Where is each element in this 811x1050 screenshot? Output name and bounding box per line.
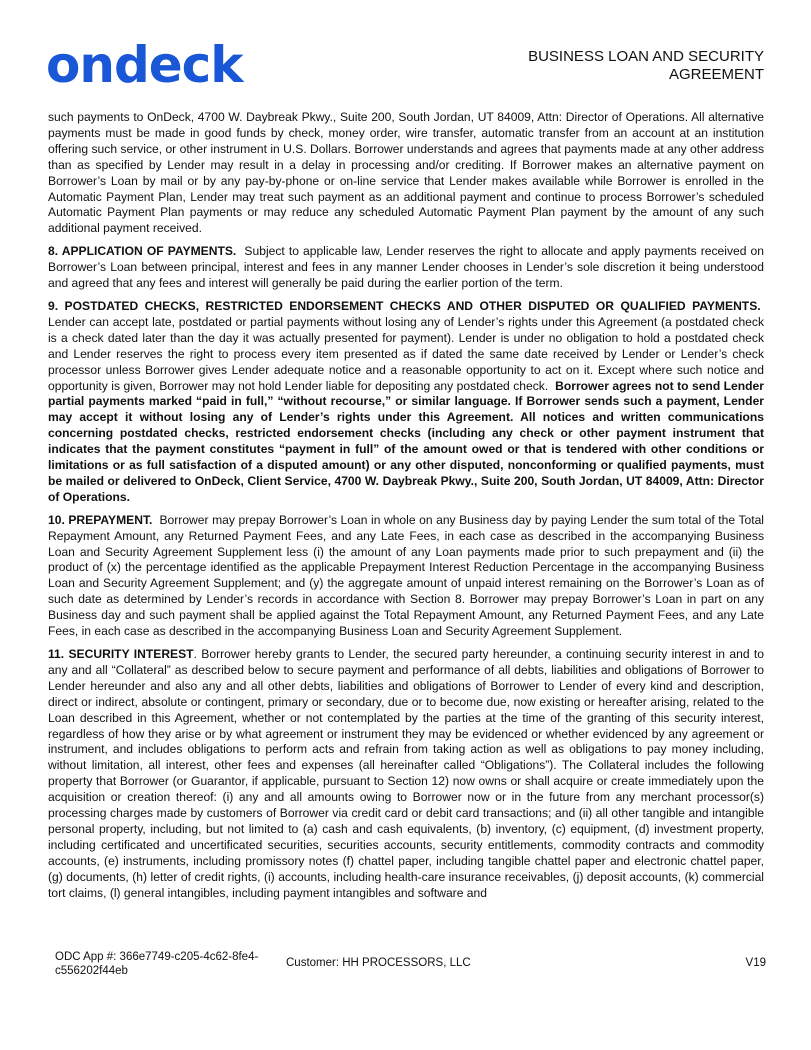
agreement-body: [48, 110, 764, 909]
section-11-paragraph: [48, 647, 764, 902]
section-9-bold-text: Borrower agrees not to send Lender partial payments marked “paid in full,” “without recourse,” or similar language. If Borrower sends such a payment, Lender may accept it without losing any of Lender’s rights under this Agreement. All notices and written communications concerning postdated checks, restricted endorsement checks (including any check or other payment instrument that indicates that the payment constitutes “payment in full” of the amount owed or that is tendered with other conditions or limitations or as full satisfaction of a disputed amount) or any other disputed, nonconforming or qualified payments, must be mailed or delivered to OnDeck, Client Service, 4700 W. Daybreak Pkwy., Suite 200, South Jordan, UT 84009, Attn: Director of Operations.: [48, 378, 764, 504]
section-9-heading: 9. POSTDATED CHECKS, RESTRICTED ENDORSEMENT CHECKS AND OTHER DISPUTED OR QUALIFIED PAYMENTS.: [48, 298, 761, 313]
section-8-text: Subject to applicable law, Lender reserves the right to allocate and apply payments received on Borrower’s Loan between principal, interest and fees in any manner Lender chooses in Lender’s sole discretion it being understood and agreed that any fees and interest will generally be paid during the earlier portion of the term.: [48, 244, 764, 291]
document-title-line-1: BUSINESS LOAN AND SECURITY: [528, 48, 764, 65]
section-11-heading: 11. SECURITY INTEREST: [48, 647, 194, 661]
section-10-text: Borrower may prepay Borrower’s Loan in whole on any Business day by paying Lender the sum total of the Total Repayment Amount, any Returned Payment Fees, and any Late Fees, in each case as described in the accompanying Business Loan and Security Agreement Supplement less (i) the amount of any Loan payments made prior to such prepayment and (ii) the product of (x) the percentage identified as the applicable Prepayment Interest Reduction Percentage in the accompanying Business Loan and Security Agreement Supplement; and (y) the aggregate amount of unpaid interest remaining on the Borrower’s Loan as of such date as determined by Lender’s records in accordance with Section 8. Borrower may prepay Borrower’s Loan in part on any Business day and such payment shall be applied against the Total Repayment Amount, any Returned Payment Fees, and any Late Fees, in each case as described in the accompanying Business Loan and Security Agreement Supplement.: [48, 512, 764, 639]
document-title-line-2: AGREEMENT: [668, 66, 764, 83]
document-title: [404, 48, 764, 84]
section-10-paragraph: [48, 513, 764, 640]
section-8-heading: 8. APPLICATION OF PAYMENTS.: [48, 244, 237, 259]
section-10-heading: 10. PREPAYMENT.: [48, 512, 153, 527]
version-label: V19: [745, 957, 766, 969]
customer-name: Customer: HH PROCESSORS, LLC: [286, 957, 471, 969]
intro-paragraph: such payments to OnDeck, 4700 W. Daybreak Pkwy., Suite 200, South Jordan, UT 84009, Attn: Director of Operations. All alternative payments must be made in good funds by check, money order, wire transfer, automatic transfer from an account at an institution offering such service, or other instrument in U.S. Dollars. Borrower understands and agrees that payments made at any other address than as specified by Lender may result in a delay in processing and/or crediting. If Borrower makes an alternative payment on Borrower’s Loan by mail or by any pay-by-phone or on-line service that Lender makes available while Borrower is enrolled in the Automatic Payment Plan, Lender may treat such payment as an additional payment and continue to process Borrower’s scheduled Automatic Payment Plan payments or may reduce any scheduled Automatic Payment Plan payment by the amount of any such additional payment received.: [48, 110, 764, 236]
ondeck-logo: ondeck: [46, 36, 243, 94]
section-11-text: . Borrower hereby grants to Lender, the secured party hereunder, a continuing security interest in and to any and all “Collateral” as described below to secure payment and performance of all debts, liabilities and obligations of Borrower to Lender hereunder and also any and all other debts, liabilities and obligations of Borrower to Lender of every kind and description, direct or indirect, absolute or contingent, primary or secondary, due or to become due, now existing or hereafter arising, related to the Loan described in this Agreement, whether or not contemplated by the parties at the time of the granting of this security interest, regardless of how they arise or by what agreement or instrument they may be evidenced or whether evidenced by any agreement or instrument, and includes obligations to perform acts and refrain from taking action as well as obligations to pay money including, without limitation, all interest, other fees and expenses (all hereinafter called “Obligations”). The Collateral includes the following property that Borrower (or Guarantor, if applicable, pursuant to Section 12) now owns or shall acquire or create immediately upon the acquisition or creation thereof: (i) any and all amounts owing to Borrower now or in the future from any merchant processor(s) processing charges made by customers of Borrower via credit card or debit card transactions; and (ii) all other tangible and intangible personal property, including, but not limited to (a) cash and cash equivalents, (b) inventory, (c) equipment, (d) investment property, including certificated and uncertificated securities, securities accounts, security entitlements, commodity contracts and commodity accounts, (e) instruments, including promissory notes (f) chattel paper, including tangible chattel paper and electronic chattel paper, (g) documents, (h) letter of credit rights, (i) accounts, including health-care insurance receivables, (j) deposit accounts, (k) commercial tort claims, (l) general intangibles, including payment intangibles and software and: [48, 647, 764, 900]
app-number: ODC App #: 366e7749-c205-4c62-8fe4-c556202f44eb: [55, 951, 259, 977]
section-8-paragraph: [48, 244, 764, 292]
page-footer: [55, 950, 766, 986]
section-9-paragraph: [48, 299, 764, 506]
section-9-text: Lender can accept late, postdated or partial payments without losing any of Lender’s rights under this Agreement (a postdated check is a check dated later than the day it was actually presented for payment). Lender is under no obligation to hold a postdated check and Lender reserves the right to process every item presented as if dated the same date received by Lender or Lender’s check processor unless Borrower gives Lender adequate notice and a reasonable opportunity to act on it. Except where such notice and opportunity is given, Borrower may not hold Lender liable for depositing any postdated check.: [48, 314, 764, 393]
